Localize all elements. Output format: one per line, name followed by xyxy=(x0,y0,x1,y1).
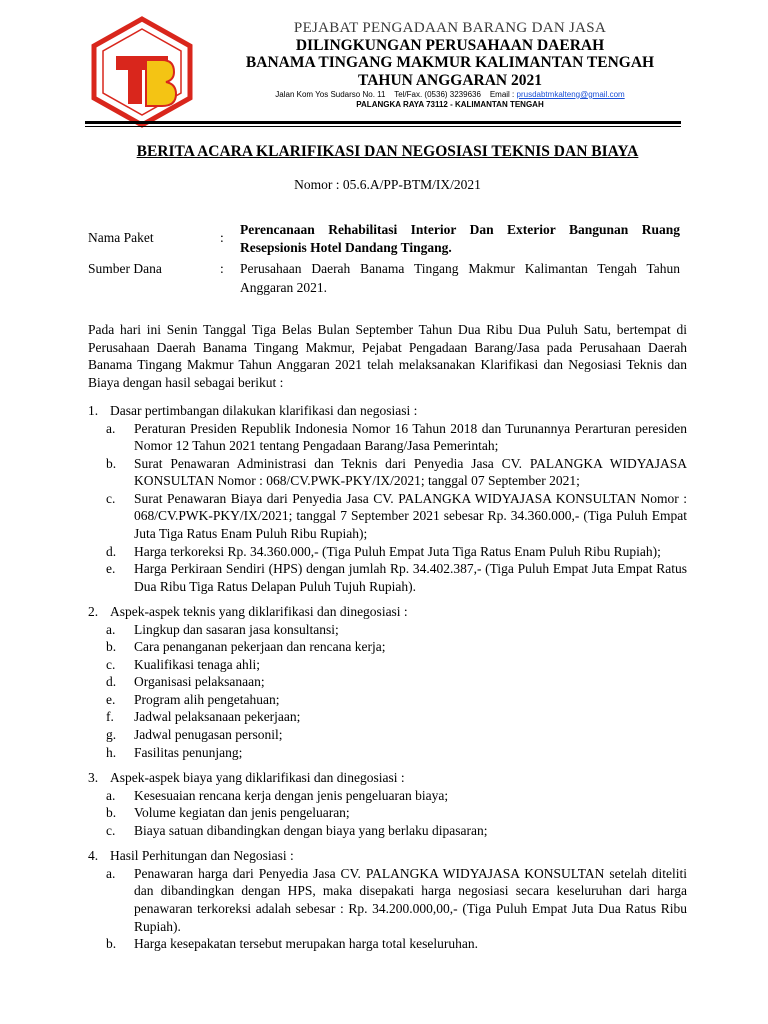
sections-list xyxy=(88,402,687,952)
section-title: Aspek-aspek teknis yang diklarifikasi dan dinegosiasi : xyxy=(110,604,408,620)
list-item xyxy=(88,420,687,455)
list-item xyxy=(88,726,687,744)
list-item xyxy=(88,804,687,822)
letterhead-city: PALANGKA RAYA 73112 - KALIMANTAN TENGAH xyxy=(356,99,544,109)
letterhead-line3: BANAMA TINGANG MAKMUR KALIMANTAN TENGAH xyxy=(245,54,655,72)
section-title-row xyxy=(88,402,687,420)
item-letter: d. xyxy=(106,674,117,690)
list-item xyxy=(88,656,687,674)
list-item xyxy=(88,490,687,543)
item-text: Organisasi pelaksanaan; xyxy=(134,674,265,690)
list-item xyxy=(88,543,687,561)
section-4 xyxy=(88,847,687,952)
nama-paket-colon: : xyxy=(220,230,224,245)
nama-paket-value: Perencanaan Rehabilitasi Interior Dan Exterior Bangunan Ruang Resepsionis Hotel Dandang Tingang. xyxy=(240,222,680,256)
sumber-dana-colon: : xyxy=(220,261,224,277)
list-item xyxy=(88,673,687,691)
section-number: 1. xyxy=(88,403,99,419)
item-letter: a. xyxy=(106,420,116,436)
letterhead-line4: TAHUN ANGGARAN 2021 xyxy=(358,71,542,89)
section-number: 4. xyxy=(88,848,99,864)
list-item xyxy=(88,560,687,595)
letterhead-rule-thin xyxy=(85,126,681,127)
list-item xyxy=(88,455,687,490)
item-text: Cara penanganan pekerjaan dan rencana kerja; xyxy=(134,639,386,655)
section-title-row xyxy=(88,847,687,865)
phone: Tel/Fax. (0536) 3239636 xyxy=(394,89,481,99)
letterhead-line2: DILINGKUNGAN PERUSAHAAN DAERAH xyxy=(295,36,605,54)
list-item xyxy=(88,787,687,805)
letterhead-rule-thick xyxy=(85,121,681,124)
item-text: Surat Penawaran Biaya dari Penyedia Jasa CV. PALANGKA WIDYAJASA KONSULTAN Nomor : 068/CV.PWK-PKY/IX/2021; tanggal 7 September 2021 sebesar Rp. 34.360.000,- (Tiga Puluh Empat Juta Tiga Ratus Enam Puluh Ribu Rupiah); xyxy=(134,490,687,542)
section-number: 3. xyxy=(88,770,99,786)
item-letter: e. xyxy=(106,691,116,707)
item-letter: h. xyxy=(106,744,117,760)
item-text: Lingkup dan sasaran jasa konsultansi; xyxy=(134,621,339,637)
item-letter: c. xyxy=(106,822,116,838)
section-number: 2. xyxy=(88,604,99,620)
list-item xyxy=(88,744,687,762)
section-title: Dasar pertimbangan dilakukan klarifikasi dan negosiasi : xyxy=(110,403,418,419)
item-letter: g. xyxy=(106,727,117,743)
letterhead-address-line xyxy=(205,91,695,100)
item-text: Harga Perkiraan Sendiri (HPS) dengan jumlah Rp. 34.402.387,- (Tiga Puluh Empat Juta Empat Ratus Dua Ribu Tiga Ratus Delapan Puluh Tujuh Rupiah). xyxy=(134,561,687,594)
section-2 xyxy=(88,603,687,761)
item-text: Penawaran harga dari Penyedia Jasa CV. PALANGKA WIDYAJASA KONSULTAN setelah diteliti dan dibandingkan dengan HPS, maka disepakati harga negosiasi secara keseluruhan dari harga penawaran terkoreksi adalah sebesar : Rp. 34.200.000,00,- (Tiga Puluh Empat Juta Dua Ratus Ribu Rupiah). xyxy=(134,865,687,934)
item-text: Surat Penawaran Administrasi dan Teknis dari Penyedia Jasa CV. PALANGKA WIDYAJASA KONSULTAN Nomor : 068/CV.PWK-PKY/IX/2021; tanggal 07 September 2021; xyxy=(134,455,687,489)
section-title-row xyxy=(88,603,687,621)
list-item xyxy=(88,822,687,840)
letterhead-line1: PEJABAT PENGADAAN BARANG DAN JASA xyxy=(293,20,607,36)
item-letter: b. xyxy=(106,936,117,952)
nama-paket-label: Nama Paket xyxy=(88,230,154,245)
item-letter: a. xyxy=(106,787,116,803)
document-number: Nomor : 05.6.A/PP-BTM/IX/2021 xyxy=(294,177,481,192)
item-text: Peraturan Presiden Republik Indonesia Nomor 16 Tahun 2018 dan Turunannya Perarturan peresiden Nomor 12 Tahun 2021 tentang Pengadaan Barang/Jasa Pemerintah; xyxy=(134,420,687,454)
item-letter: b. xyxy=(106,639,117,655)
item-text: Jadwal penugasan personil; xyxy=(134,727,283,743)
item-letter: c. xyxy=(106,656,116,672)
address: Jalan Kom Yos Sudarso No. 11 xyxy=(275,89,386,99)
section-items xyxy=(88,787,687,840)
package-info xyxy=(88,221,680,300)
email-link[interactable]: prusdabtmkalteng@gmail.com xyxy=(516,89,625,99)
item-letter: d. xyxy=(106,543,117,559)
section-items xyxy=(88,865,687,953)
list-item xyxy=(88,638,687,656)
document-title: BERITA ACARA KLARIFIKASI DAN NEGOSIASI TEKNIS DAN BIAYA xyxy=(136,143,639,160)
item-text: Harga kesepakatan tersebut merupakan harga total keseluruhan. xyxy=(134,936,478,952)
item-letter: a. xyxy=(106,621,116,637)
email-label: Email : xyxy=(489,89,515,99)
item-letter: b. xyxy=(106,455,117,471)
item-letter: a. xyxy=(106,865,116,881)
section-items xyxy=(88,420,687,595)
item-text: Fasilitas penunjang; xyxy=(134,744,243,760)
section-3 xyxy=(88,769,687,839)
list-item xyxy=(88,865,687,935)
item-text: Harga terkoreksi Rp. 34.360.000,- (Tiga Puluh Empat Juta Tiga Ratus Enam Puluh Ribu Rupiah); xyxy=(134,543,661,559)
list-item xyxy=(88,935,687,953)
item-text: Volume kegiatan dan jenis pengeluaran; xyxy=(134,805,350,821)
info-row-nama-paket xyxy=(88,221,680,257)
list-item xyxy=(88,708,687,726)
section-title: Hasil Perhitungan dan Negosiasi : xyxy=(110,848,294,864)
item-text: Program alih pengetahuan; xyxy=(134,691,280,707)
company-logo xyxy=(88,16,196,128)
item-text: Jadwal pelaksanaan pekerjaan; xyxy=(134,709,301,725)
item-text: Biaya satuan dibandingkan dengan biaya yang berlaku dipasaran; xyxy=(134,822,488,838)
item-text: Kesesuaian rencana kerja dengan jenis pengeluaran biaya; xyxy=(134,787,449,803)
section-1 xyxy=(88,402,687,595)
list-item xyxy=(88,621,687,639)
sumber-dana-value: Perusahaan Daerah Banama Tingang Makmur Kalimantan Tengah Tahun Anggaran 2021. xyxy=(240,261,680,295)
letterhead xyxy=(205,20,695,110)
item-letter: e. xyxy=(106,561,116,577)
list-item xyxy=(88,691,687,709)
item-letter: c. xyxy=(106,490,116,506)
section-title: Aspek-aspek biaya yang diklarifikasi dan dinegosiasi : xyxy=(110,770,405,786)
item-letter: b. xyxy=(106,805,117,821)
item-text: Kualifikasi tenaga ahli; xyxy=(134,656,260,672)
info-row-sumber-dana xyxy=(88,260,680,296)
intro-paragraph: Pada hari ini Senin Tanggal Tiga Belas Bulan September Tahun Dua Ribu Dua Puluh Satu, bertempat di Perusahaan Daerah Banama Tingang Makmur, Pejabat Pengadaan Barang/Jasa pada Perusahaan Daerah Banama Tingang Makmur Tahun Anggaran 2021 telah melaksanakan Klarifikasi dan Negosiasi Teknis dan Biaya dengan hasil sebagai berikut : xyxy=(88,322,687,390)
item-letter: f. xyxy=(106,709,114,725)
section-title-row xyxy=(88,769,687,787)
sumber-dana-label: Sumber Dana xyxy=(88,261,162,277)
document-body xyxy=(88,321,687,961)
section-items xyxy=(88,621,687,761)
